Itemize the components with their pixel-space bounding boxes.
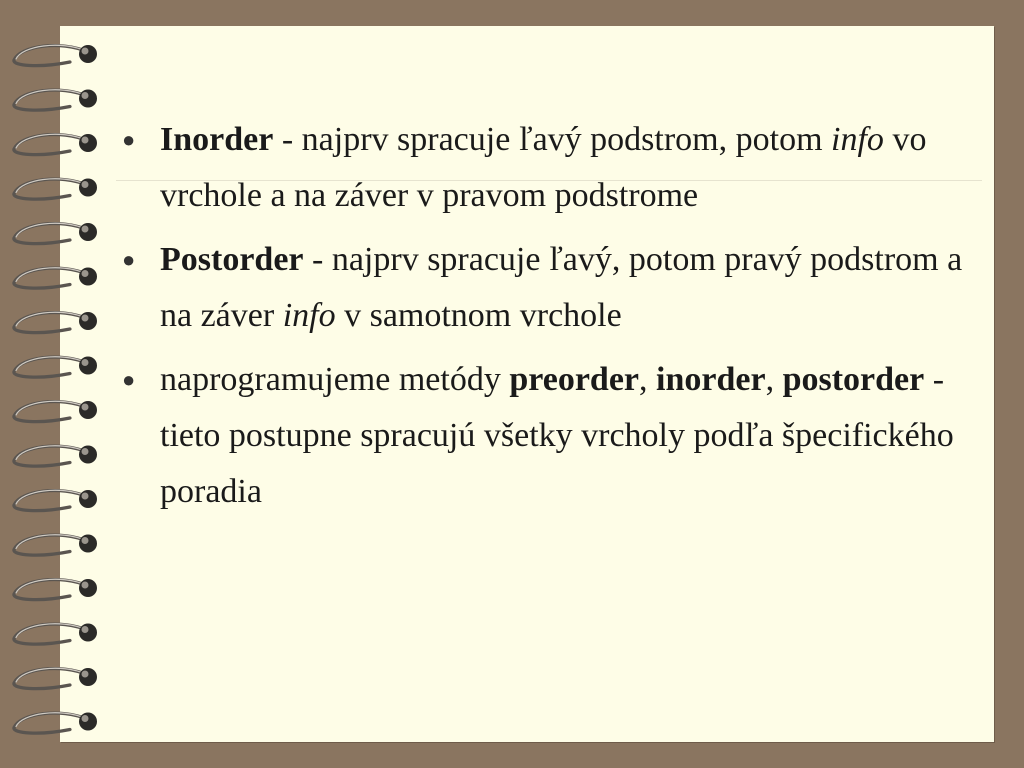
spiral-ring-icon [14, 179, 97, 200]
bullet-text [160, 361, 954, 510]
spiral-ring-icon [14, 268, 97, 289]
spiral-ring-icon [14, 45, 97, 66]
spiral-ring-icon [14, 579, 97, 600]
text-run: - najprv spracuje ľavý, potom pravý podstrom a na záver [160, 241, 963, 334]
bullet-text [160, 121, 926, 214]
text-run: , [639, 361, 657, 398]
term-postorder: Postorder [160, 241, 304, 278]
spiral-ring-icon [14, 134, 97, 155]
bullet-text [160, 241, 962, 334]
spiral-ring-icon [14, 446, 97, 467]
spiral-ring-icon [14, 713, 97, 734]
term-inorder: inorder [656, 361, 766, 398]
term-inorder: Inorder [160, 121, 274, 158]
text-run: , [765, 361, 783, 398]
bullet-item-methods [118, 352, 988, 520]
bullet-item-inorder [118, 112, 988, 224]
spiral-ring-icon [14, 90, 97, 111]
spiral-ring-icon [14, 668, 97, 689]
spiral-ring-icon [14, 401, 97, 422]
slide-content [118, 112, 988, 528]
spiral-ring-icon [14, 357, 97, 378]
text-run: vo vrchole a na záver v pravom podstrome [160, 121, 927, 214]
bullet-dot-icon: ● [122, 127, 136, 152]
spiral-ring-icon [14, 312, 97, 333]
bullet-dot-icon: ● [122, 367, 136, 392]
bullet-dot-icon: ● [122, 247, 136, 272]
text-run: - najprv spracuje ľavý podstrom, potom [273, 121, 832, 158]
term-info: info [831, 121, 884, 158]
text-run: v samotnom vrchole [335, 297, 622, 334]
bullet-item-postorder [118, 232, 988, 344]
text-run: naprogramujeme metódy [160, 361, 510, 398]
text-run: - tieto postupne spracujú všetky vrcholy podľa špecifického poradia [160, 361, 954, 510]
spiral-ring-icon [14, 535, 97, 556]
spiral-ring-icon [14, 223, 97, 244]
spiral-ring-icon [14, 624, 97, 645]
spiral-binding [0, 0, 110, 768]
term-info: info [282, 297, 336, 334]
term-preorder: preorder [509, 361, 640, 398]
term-postorder: postorder [782, 361, 925, 398]
spiral-ring-icon [14, 490, 97, 511]
